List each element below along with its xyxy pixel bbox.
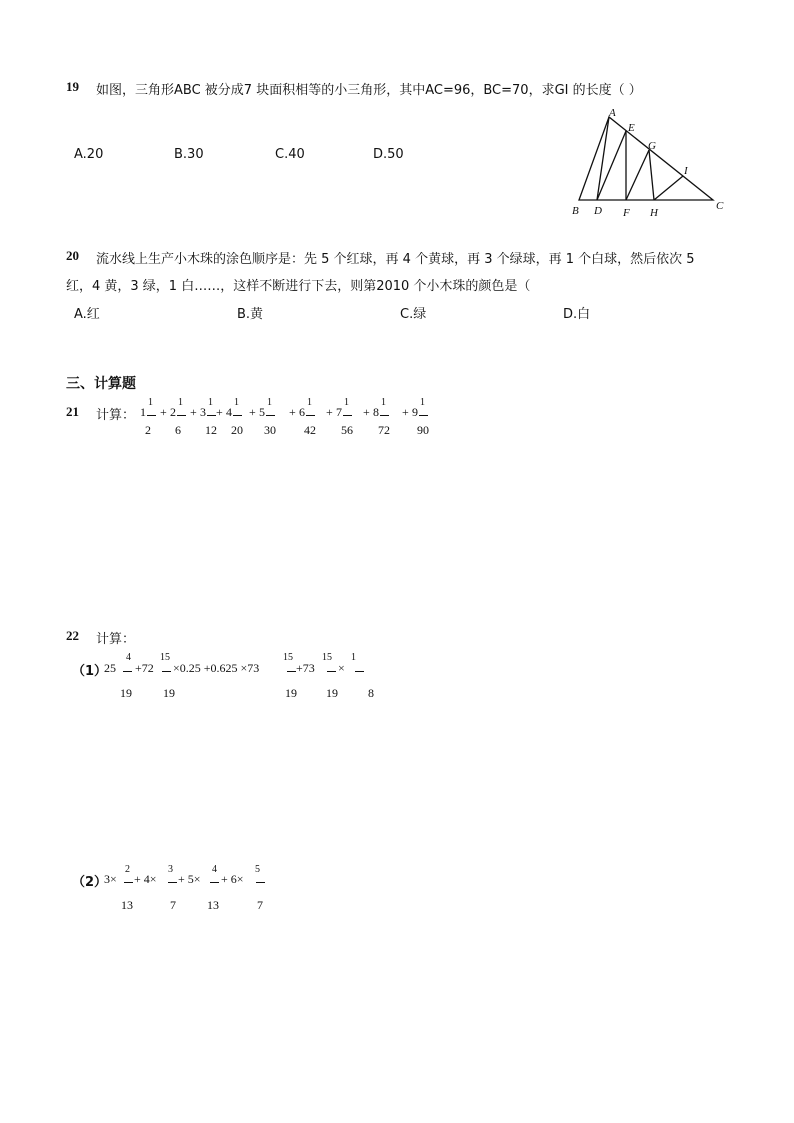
q21-term-whole: 2	[170, 405, 176, 419]
q21-term-bar	[177, 414, 186, 416]
q21-term-bar	[233, 414, 242, 416]
q20-number: 20	[66, 248, 79, 263]
q22-p2-c-num: 4	[212, 864, 217, 875]
q20-option-c: C.绿	[400, 307, 427, 322]
q22-p1-t5-den: 8	[368, 686, 374, 700]
q20-line2: 红，4 黄，3 绿，1 白……，这样不断进行下去，则第2010 个小木珠的颜色是（	[66, 279, 531, 294]
q19-option-c: C.40	[275, 147, 305, 162]
q21-number: 21	[66, 404, 79, 419]
q22-p1-t2-den: 19	[163, 686, 175, 700]
q20-line1: 流水线上生产小木珠的涂色顺序是：先 5 个红球，再 4 个黄球，再 3 个绿球，再 1 个白球，然后依次 5	[96, 252, 695, 267]
q21-term-op: +	[249, 405, 256, 419]
q21-term-den: 90	[417, 423, 429, 437]
q22-p1-plus2: +73	[296, 661, 315, 675]
q19-option-d: D.50	[373, 147, 404, 162]
q21-term-num: 1	[307, 397, 312, 408]
q21-term-op: +	[289, 405, 296, 419]
label-f: F	[623, 207, 630, 219]
q22-p1-plus1: +72	[135, 661, 154, 675]
q19-text: 如图，三角形ABC 被分成7 块面积相等的小三角形，其中AC=96，BC=70，求GI 的长度（ ）	[96, 83, 642, 98]
q22-p1-t3-bar	[287, 670, 296, 672]
q22-p1-times: ×	[338, 661, 345, 675]
q22-p1-t4-bar	[327, 670, 336, 672]
q21-term-num: 1	[178, 397, 183, 408]
q22-p2-c-bar	[210, 881, 219, 883]
q21-term-whole: 8	[373, 405, 379, 419]
q21-term-num: 1	[381, 397, 386, 408]
q22-p1-t2-num: 15	[160, 652, 170, 663]
q21-term-num: 1	[344, 397, 349, 408]
q21-term-den: 72	[378, 423, 390, 437]
label-d: D	[594, 205, 602, 217]
q22-p1-t2-bar	[162, 670, 171, 672]
q21-term-num: 1	[208, 397, 213, 408]
q21-term-whole: 7	[336, 405, 342, 419]
q22-p2-a-num: 2	[125, 864, 130, 875]
q22-p1-t1-whole: 25	[104, 661, 116, 675]
label-g: G	[648, 140, 656, 152]
q22-p1-t1-num: 4	[126, 652, 131, 663]
q22-part1-tag: （1）	[72, 664, 108, 679]
q19-option-b: B.30	[174, 147, 204, 162]
q21-term-den: 30	[264, 423, 276, 437]
q21-term-den: 12	[205, 423, 217, 437]
segment-fg	[626, 150, 649, 200]
q21-term-bar	[380, 414, 389, 416]
q22-p2-b-den: 7	[170, 898, 176, 912]
q21-term-bar	[147, 414, 156, 416]
q22-p1-t3-den: 19	[285, 686, 297, 700]
q21-term-den: 2	[145, 423, 151, 437]
q21-term-op: +	[216, 405, 223, 419]
q20-option-d: D.白	[563, 307, 591, 322]
q22-p1-t1-den: 19	[120, 686, 132, 700]
q22-number: 22	[66, 628, 79, 643]
q22-p2-a-den: 13	[121, 898, 133, 912]
q22-p1-t5-bar	[355, 670, 364, 672]
triangle-figure	[568, 104, 732, 220]
q21-term-op: +	[160, 405, 167, 419]
q20-option-a: A.红	[74, 307, 100, 322]
q21-term-den: 20	[231, 423, 243, 437]
q21-term-op: +	[190, 405, 197, 419]
q22-p2-b-bar	[168, 881, 177, 883]
q22-p2-a-bar	[124, 881, 133, 883]
q21-term-num: 1	[148, 397, 153, 408]
q22-p2-d: + 6×	[221, 872, 244, 886]
label-a: A	[609, 107, 616, 119]
q19-number: 19	[66, 79, 79, 94]
q22-label: 计算：	[96, 632, 136, 647]
q21-term-op: +	[402, 405, 409, 419]
q21-term-bar	[266, 414, 275, 416]
q21-term-whole: 4	[226, 405, 232, 419]
q21-term-bar	[419, 414, 428, 416]
label-i: I	[684, 165, 688, 177]
q21-term-den: 56	[341, 423, 353, 437]
q21-term-op: +	[363, 405, 370, 419]
q22-p1-t1-bar	[123, 670, 132, 672]
q22-p2-d-den: 7	[257, 898, 263, 912]
q19-option-a: A.20	[74, 147, 104, 162]
section-title: 三、计算题	[66, 376, 136, 392]
label-c: C	[716, 200, 724, 212]
q22-p2-b: + 4×	[134, 872, 157, 886]
q21-term-whole: 5	[259, 405, 265, 419]
q22-p2-d-bar	[256, 881, 265, 883]
label-b: B	[572, 205, 579, 217]
q21-label: 计算：	[96, 408, 136, 423]
segment-ad	[597, 117, 609, 200]
q22-p1-t4-den: 19	[326, 686, 338, 700]
q20-option-b: B.黄	[237, 307, 264, 322]
q22-part2-tag: （2）	[72, 875, 108, 890]
q22-p2-c: + 5×	[178, 872, 201, 886]
q21-term-bar	[306, 414, 315, 416]
q21-term-whole: 1	[140, 405, 146, 419]
label-e: E	[628, 122, 635, 134]
q22-p2-a: 3×	[104, 872, 117, 886]
q21-term-whole: 3	[200, 405, 206, 419]
label-h: H	[650, 207, 658, 219]
segment-gh	[649, 150, 654, 200]
q22-p2-b-num: 3	[168, 864, 173, 875]
q21-term-den: 6	[175, 423, 181, 437]
q21-term-whole: 9	[412, 405, 418, 419]
q22-p2-c-den: 13	[207, 898, 219, 912]
q21-term-num: 1	[267, 397, 272, 408]
q21-term-bar	[343, 414, 352, 416]
segment-hi	[654, 176, 683, 200]
q22-p1-t5-num: 1	[351, 652, 356, 663]
q22-p2-d-num: 5	[255, 864, 260, 875]
q21-term-num: 1	[420, 397, 425, 408]
q21-term-num: 1	[234, 397, 239, 408]
q21-term-den: 42	[304, 423, 316, 437]
q22-p1-t3-num: 15	[283, 652, 293, 663]
q22-p1-t4-num: 15	[322, 652, 332, 663]
q22-p1-mid: ×0.25 +0.625 ×73	[173, 661, 260, 675]
q21-term-op: +	[326, 405, 333, 419]
q21-term-whole: 6	[299, 405, 305, 419]
q21-term-bar	[207, 414, 216, 416]
